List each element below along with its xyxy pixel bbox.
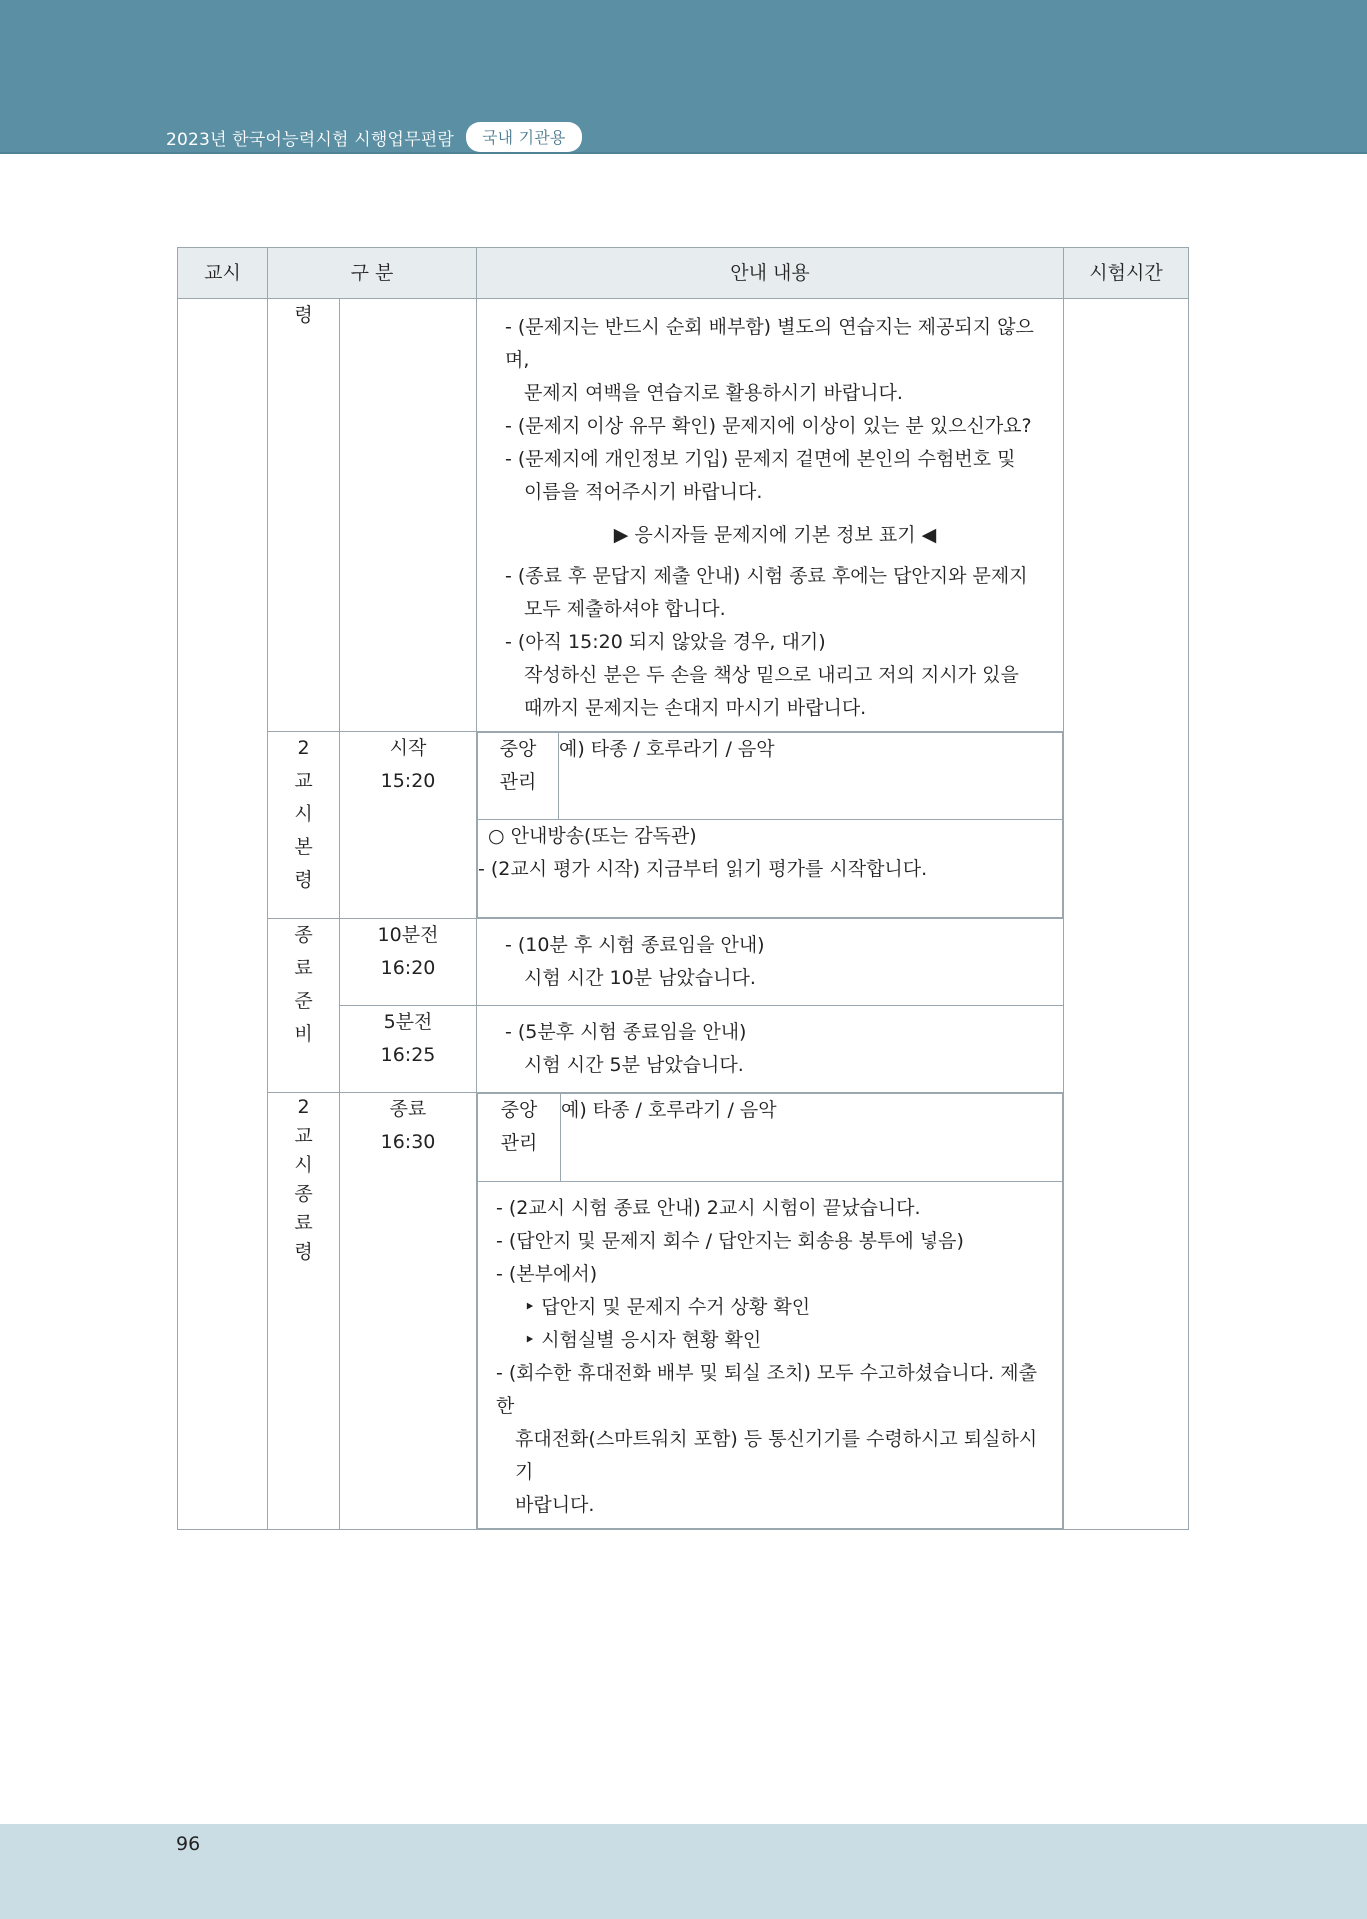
- end-inner-table: [477, 1093, 1063, 1529]
- row-label-end-prep: 종 료 준 비: [268, 919, 340, 1093]
- central-control-label: 중앙 관리: [478, 733, 559, 820]
- guide-line: 이름을 적어주시기 바랍니다.: [524, 481, 763, 503]
- guide-line: - (종료 후 문답지 제출 안내) 시험 종료 후에는 답안지와 문제지: [505, 565, 1028, 587]
- end-content: [477, 1093, 1064, 1530]
- row-label-start: 2 교 시 본 령: [268, 732, 340, 919]
- document-title: 2023년 한국어능력시험 시행업무편람: [166, 129, 454, 150]
- col-header-duration: 시험시간: [1064, 248, 1189, 299]
- broadcast-text: ○ 안내방송(또는 감독관) - (2교시 평가 시작) 지금부터 읽기 평가를 시작합니다.: [478, 820, 1063, 918]
- table-row: [178, 1093, 1189, 1530]
- end-guide-text: - (2교시 시험 종료 안내) 2교시 시험이 끝났습니다. - (답안지 및 문제지 회수 / 답안지는 회송용 봉투에 넣음) - (본부에서) ‣ 답안지 및 문제지 수거 상황 확인 ‣ 시험실별 응시자 현황 확인 - (회수한 휴대전화 배부 및 퇴실 조치) 모두 수고하셨습니다. 제출한 휴대전화(스마트워치 포함) 등 통신기기를 수령하시고 퇴실하시기 바랍니다.: [478, 1182, 1063, 1529]
- start-time-cell: 시작 15:20: [340, 732, 477, 919]
- guide-line: 때까지 문제지는 손대지 마시기 바랍니다.: [524, 697, 867, 719]
- exam-guide-table: [177, 247, 1189, 1530]
- header-underline: [0, 152, 1367, 154]
- guide-line: - (아직 15:20 되지 않았을 경우, 대기): [505, 631, 826, 653]
- time-cell: [340, 299, 477, 732]
- highlight-note: ▶ 응시자들 문제지에 기본 정보 표기 ◀: [613, 524, 937, 546]
- col-header-category: 구 분: [268, 248, 477, 299]
- guide-line: 모두 제출하셔야 합니다.: [524, 598, 726, 620]
- five-minute-time-cell: 5분전 16:25: [340, 1006, 477, 1093]
- table-row: [178, 732, 1189, 919]
- central-control-label: 중앙 관리: [478, 1094, 561, 1182]
- row-label: 령: [268, 299, 340, 732]
- central-control-text: 예) 타종 / 호루라기 / 음악: [559, 733, 1063, 820]
- table-row: [178, 299, 1189, 732]
- start-inner-table: [477, 732, 1063, 918]
- central-control-text: 예) 타종 / 호루라기 / 음악: [561, 1094, 1063, 1182]
- period-cell: [178, 299, 268, 1530]
- table-row: [178, 919, 1189, 1006]
- ten-minute-content: - (10분 후 시험 종료임을 안내) 시험 시간 10분 남았습니다.: [477, 919, 1064, 1006]
- start-content: [477, 732, 1064, 919]
- ten-minute-time-cell: 10분전 16:20: [340, 919, 477, 1006]
- guide-line: 문제지 여백을 연습지로 활용하시기 바랍니다.: [524, 382, 903, 404]
- edition-badge: 국내 기관용: [466, 122, 582, 152]
- end-time-cell: 종료 16:30: [340, 1093, 477, 1530]
- guide-line: 작성하신 분은 두 손을 책상 밑으로 내리고 저의 지시가 있을: [524, 664, 1019, 686]
- five-minute-content: - (5분후 시험 종료임을 안내) 시험 시간 5분 남았습니다.: [477, 1006, 1064, 1093]
- running-title: [166, 122, 582, 152]
- col-header-period: 교시: [178, 248, 268, 299]
- guide-content: [477, 299, 1064, 732]
- page-number: 96: [176, 1833, 201, 1855]
- header-band: [0, 0, 1367, 154]
- col-header-content: 안내 내용: [477, 248, 1064, 299]
- duration-cell: [1064, 299, 1189, 1530]
- table-header-row: [178, 248, 1189, 299]
- guide-line: - (문제지는 반드시 순회 배부함) 별도의 연습지는 제공되지 않으며,: [505, 316, 1034, 371]
- guide-line: - (문제지에 개인정보 기입) 문제지 겉면에 본인의 수험번호 및: [505, 448, 1016, 470]
- row-label-end: 2 교 시 종 료 령: [268, 1093, 340, 1530]
- footer-band: [0, 1824, 1367, 1919]
- guide-line: - (문제지 이상 유무 확인) 문제지에 이상이 있는 분 있으신가요?: [505, 415, 1032, 437]
